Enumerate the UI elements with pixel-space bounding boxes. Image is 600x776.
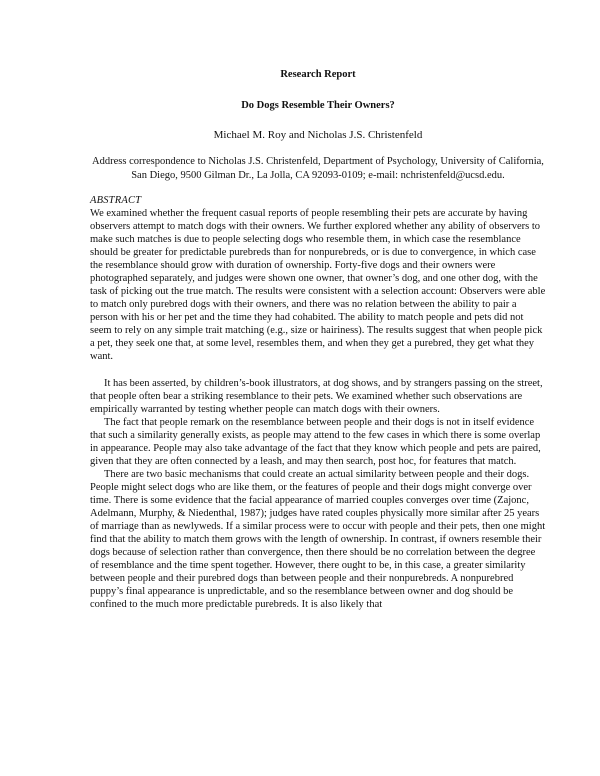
report-type-label: Research Report: [280, 69, 356, 80]
document-page: [90, 68, 546, 611]
body-paragraph: There are two basic mechanisms that could create an actual similarity between people and their dogs. People might select dogs who are like them, or the features of people and their dogs might converge over time. There is some evidence that the facial appearance of married couples converges over time (Zajonc, Adelmann, Murphy, & Niedenthal, 1987); judges have rated couples physically more similar after 25 years of marriage than as newlyweds. If a similar process were to occur with people and their pets, then one might find that the ability to match them grows with the length of ownership. In contrast, if owners resemble their dogs because of selection rather than convergence, then there should be no correlation between the degree of resemblance and the time spent together. However, there ought to be, in this case, a greater similarity between people and their purebred dogs than between people and their nonpurebreds. A nonpurebred puppy’s final appearance is unpredictable, and so the resemblance between owner and dog should be confined to the much more predictable purebreds. It is also likely that: [90, 469, 546, 610]
abstract-heading: ABSTRACT: [90, 195, 142, 206]
correspondence-address: Address correspondence to Nicholas J.S. Christenfeld, Department of Psychology, University of California, San Diego, 9500 Gilman Dr., La Jolla, CA 92093-0109; e-mail: nchristenfeld@ucsd.edu.: [92, 156, 544, 181]
abstract-text: We examined whether the frequent casual reports of people resembling their pets are accurate by having observers attempt to match dogs with their owners. We further explored whether any ability of observers to make such matches is due to people selecting dogs who resemble them, in which case the resemblance should be greater for predictable purebreds than for nonpurebreds, or is due to convergence, in which case the resemblance should grow with duration of ownership. Forty-five dogs and their owners were photographed separately, and judges were shown one owner, that owner’s dog, and one other dog, with the task of picking out the true match. The results were consistent with a selection account: Observers were able to match only purebred dogs with their owners, and there was no relation between the ability to pair a person with his or her pet and the time they had cohabited. The ability to match people and pets did not seem to rely on any simple trait matching (e.g., size or hairiness). The results suggest that when people pick a pet, they seek one that, at some level, resembles them, and when they get a purebred, they get what they want.: [90, 208, 546, 362]
body-paragraph: The fact that people remark on the resemblance between people and their dogs is not in itself evidence that such a similarity generally exists, as people may attend to the few cases in which there is some overlap in appearance. People may also take advantage of the fact that they know which people and pets are paired, given that they are often connected by a leash, and may then search, post hoc, for features that match.: [90, 417, 541, 467]
body-text: [90, 377, 546, 611]
body-paragraph: It has been asserted, by children’s-book illustrators, at dog shows, and by strangers passing on the street, that people often bear a striking resemblance to their pets. We examined whether such observations are empirically warranted by testing whether people can match dogs with their owners.: [90, 378, 543, 415]
paper-title: Do Dogs Resemble Their Owners?: [241, 100, 395, 111]
author-list: Michael M. Roy and Nicholas J.S. Christenfeld: [213, 129, 423, 141]
